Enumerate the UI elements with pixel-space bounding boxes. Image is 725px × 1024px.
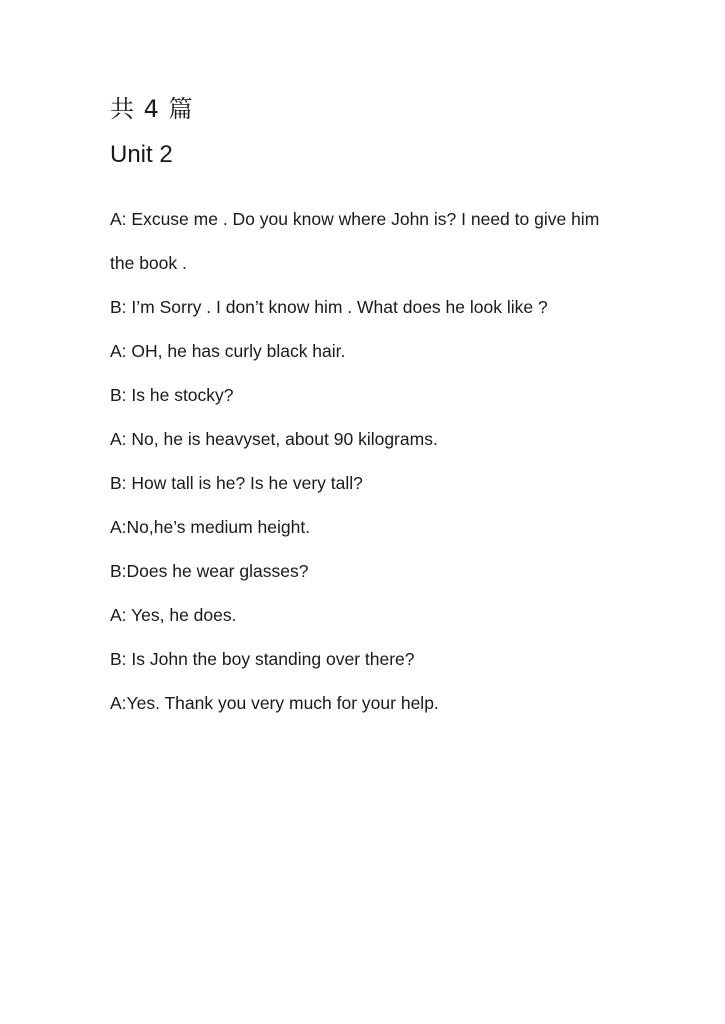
dialogue	[110, 205, 630, 733]
dialogue-line: A: OH, he has curly black hair.	[110, 341, 346, 361]
dialogue-line: B:Does he wear glasses?	[110, 561, 309, 581]
dialogue-line: A: Yes, he does.	[110, 605, 237, 625]
dialogue-line: B: I’m Sorry . I don’t know him . What does he look like ?	[110, 297, 548, 317]
unit-title: Unit 2	[110, 141, 173, 168]
dialogue-line: B: How tall is he? Is he very tall?	[110, 473, 363, 493]
dialogue-line: A: No, he is heavyset, about 90 kilograms.	[110, 429, 438, 449]
dialogue-line: B: Is he stocky?	[110, 385, 234, 405]
article-count: 共 4 篇	[110, 95, 194, 123]
dialogue-line: A:Yes. Thank you very much for your help.	[110, 693, 439, 713]
dialogue-line: A: Excuse me . Do you know where John is? I need to give him	[110, 209, 600, 229]
dialogue-line: A:No,he’s medium height.	[110, 517, 311, 537]
dialogue-line: the book .	[110, 253, 187, 273]
dialogue-line: B: Is John the boy standing over there?	[110, 649, 415, 669]
